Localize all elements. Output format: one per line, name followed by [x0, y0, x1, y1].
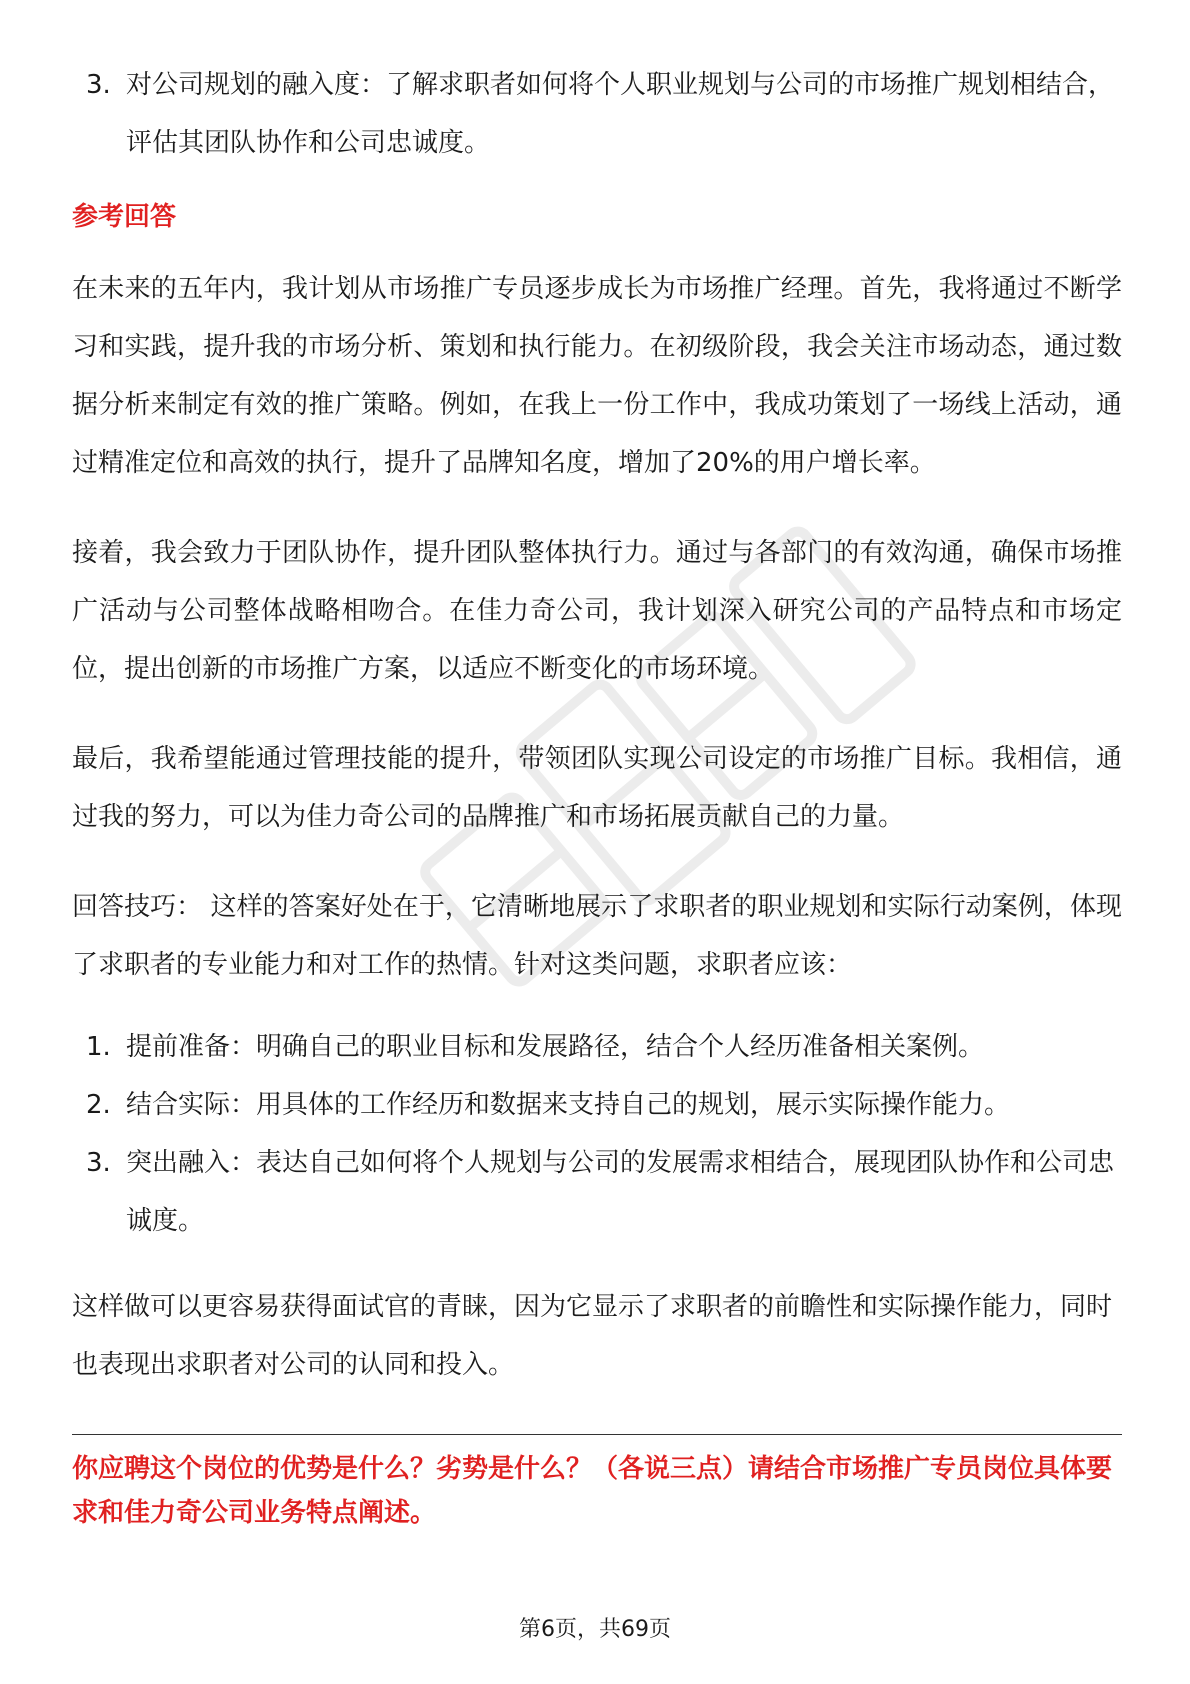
list-number: 3.: [86, 1148, 111, 1178]
criteria-list: [72, 56, 1122, 172]
list-item: [72, 1018, 1122, 1076]
document-page: [72, 56, 1122, 1535]
list-item: [72, 1076, 1122, 1134]
next-question-heading: 你应聘这个岗位的优势是什么？劣势是什么？（各说三点）请结合市场推广专员岗位具体要求和佳力奇公司业务特点阐述。: [72, 1454, 1113, 1528]
closing-paragraph: 这样做可以更容易获得面试官的青睐，因为它显示了求职者的前瞻性和实际操作能力，同时也表现出求职者对公司的认同和投入。: [72, 1292, 1113, 1380]
list-item-text: 结合实际：用具体的工作经历和数据来支持自己的规划，展示实际操作能力。: [126, 1090, 1011, 1120]
section-divider: [72, 1434, 1122, 1435]
answer-paragraph: 接着，我会致力于团队协作，提升团队整体执行力。通过与各部门的有效沟通，确保市场推广活动与公司整体战略相吻合。在佳力奇公司，我计划深入研究公司的产品特点和市场定位，提出创新的市场推广方案，以适应不断变化的市场环境。: [72, 538, 1122, 684]
list-number: 1.: [86, 1032, 111, 1062]
list-item-text: 突出融入：表达自己如何将个人规划与公司的发展需求相结合，展现团队协作和公司忠诚度。: [126, 1148, 1115, 1236]
tips-list: [72, 1018, 1122, 1250]
page-footer: 第6页，共69页: [519, 1617, 671, 1642]
list-number: 3.: [86, 70, 111, 100]
answer-tips-paragraph: 回答技巧： 这样的答案好处在于，它清晰地展示了求职者的职业规划和实际行动案例，体现了求职者的专业能力和对工作的热情。针对这类问题，求职者应该：: [72, 892, 1122, 980]
answer-paragraph: 最后，我希望能通过管理技能的提升，带领团队实现公司设定的市场推广目标。我相信，通过我的努力，可以为佳力奇公司的品牌推广和市场拓展贡献自己的力量。: [72, 744, 1122, 832]
reference-answer-heading: 参考回答: [72, 202, 177, 232]
list-item: [72, 56, 1122, 172]
answer-paragraph: 在未来的五年内，我计划从市场推广专员逐步成长为市场推广经理。首先，我将通过不断学习和实践，提升我的市场分析、策划和执行能力。在初级阶段，我会关注市场动态，通过数据分析来制定有效的推广策略。例如，在我上一份工作中，我成功策划了一场线上活动，通过精准定位和高效的执行，提升了品牌知名度，增加了20%的用户增长率。: [72, 274, 1122, 478]
list-item-text: 提前准备：明确自己的职业目标和发展路径，结合个人经历准备相关案例。: [126, 1032, 985, 1062]
list-item: [72, 1134, 1122, 1250]
list-number: 2.: [86, 1090, 111, 1120]
list-item-text: 对公司规划的融入度：了解求职者如何将个人职业规划与公司的市场推广规划相结合，评估其团队协作和公司忠诚度。: [126, 70, 1115, 158]
